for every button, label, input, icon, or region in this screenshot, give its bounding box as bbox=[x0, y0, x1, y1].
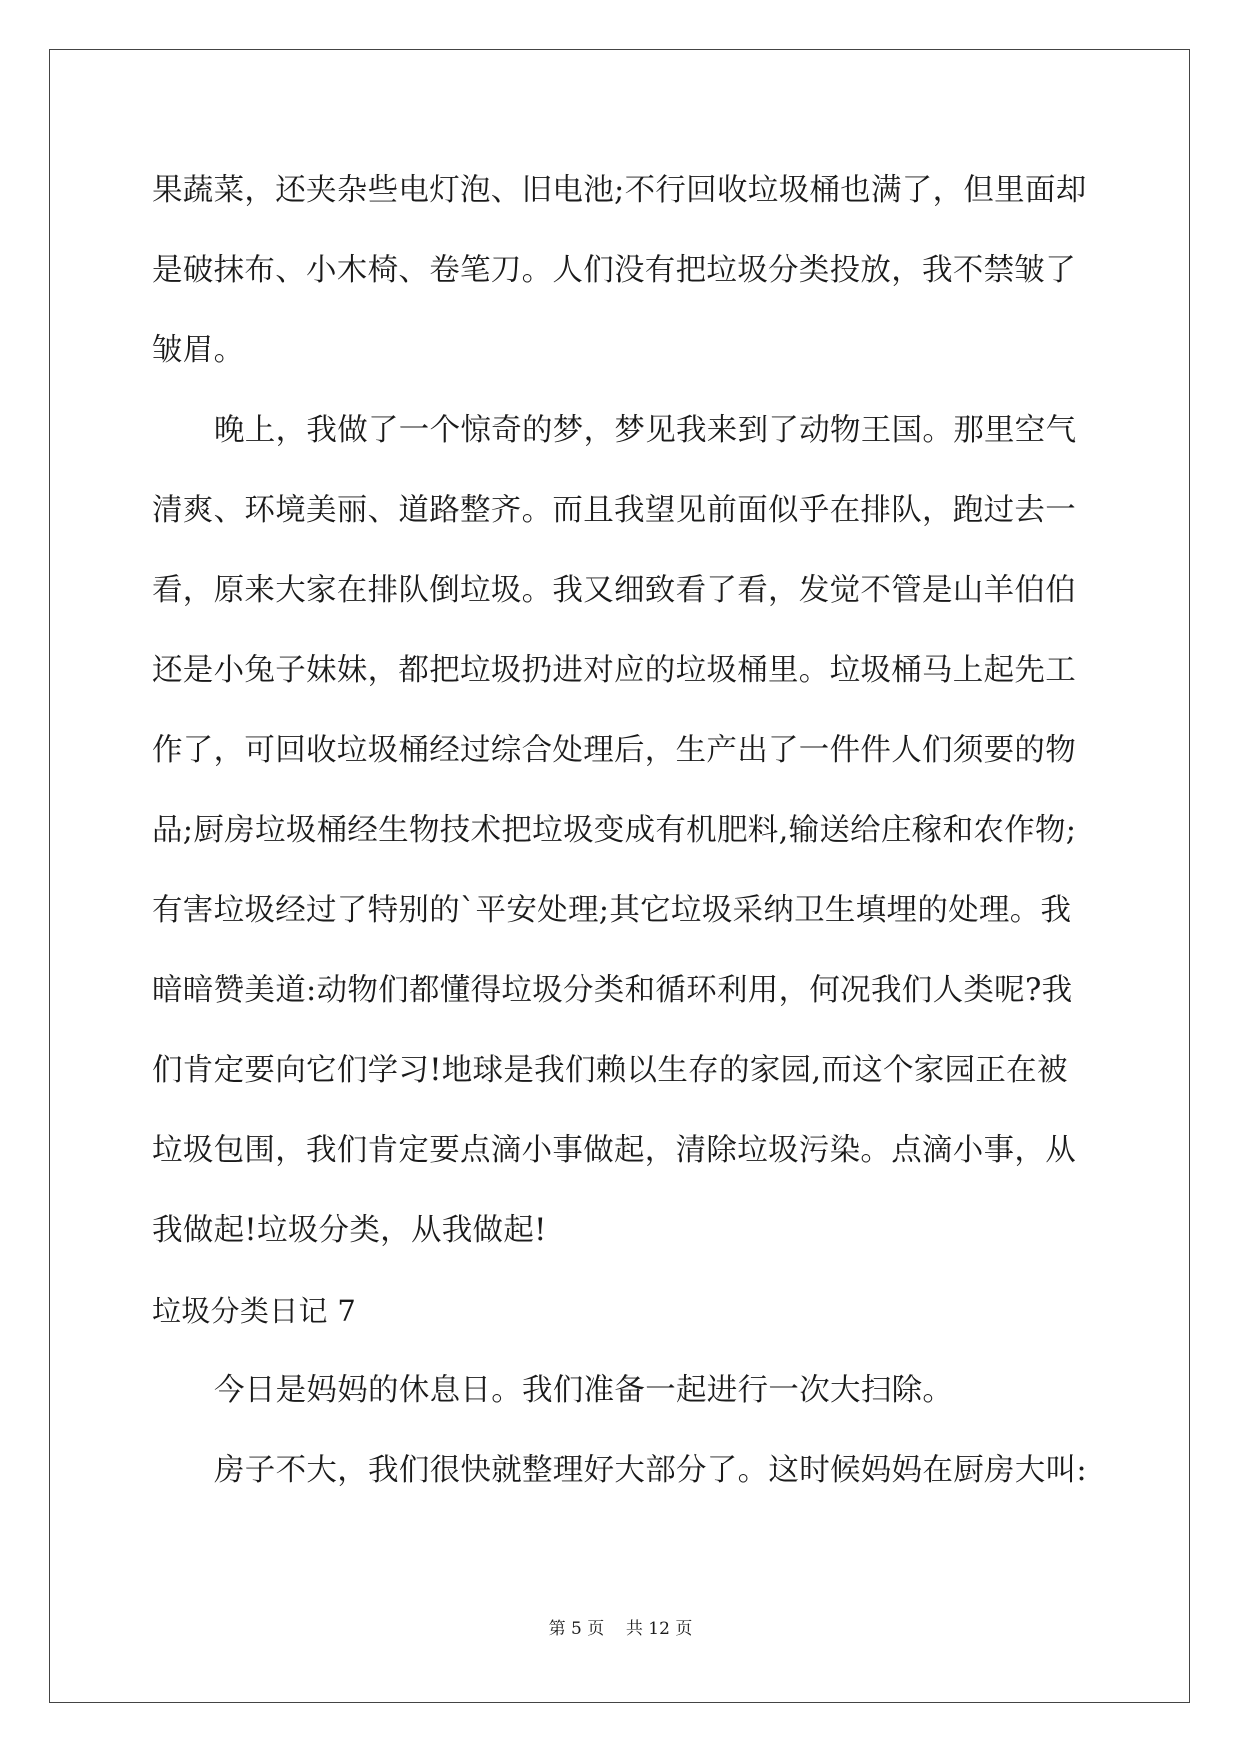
text-line: 看，原来大家在排队倒垃圾。我又细致看了看，发觉不管是山羊伯伯 bbox=[152, 573, 1076, 608]
paragraph-start-line: 晚上，我做了一个惊奇的梦，梦见我来到了动物王国。那里空气 bbox=[214, 413, 1077, 448]
page-number-footer: 第 5 页 共 12 页 bbox=[548, 1619, 693, 1639]
text-line: 我做起!垃圾分类，从我做起! bbox=[152, 1213, 547, 1248]
paragraph-start-line: 今日是妈妈的休息日。我们准备一起进行一次大扫除。 bbox=[214, 1373, 954, 1408]
section-heading: 垃圾分类日记 7 bbox=[152, 1294, 357, 1328]
text-line: 清爽、环境美丽、道路整齐。而且我望见前面似乎在排队，跑过去一 bbox=[152, 493, 1076, 528]
paragraph-start-line: 房子不大，我们很快就整理好大部分了。这时候妈妈在厨房大叫: bbox=[214, 1453, 1087, 1488]
text-line: 果蔬菜，还夹杂些电灯泡、旧电池;不行回收垃圾桶也满了，但里面却 bbox=[152, 173, 1087, 208]
document-body bbox=[152, 160, 1092, 1520]
text-line: 还是小兔子妹妹，都把垃圾扔进对应的垃圾桶里。垃圾桶马上起先工 bbox=[152, 653, 1076, 688]
text-line: 品;厨房垃圾桶经生物技术把垃圾变成有机肥料,输送给庄稼和农作物; bbox=[152, 813, 1077, 848]
text-line: 作了，可回收垃圾桶经过综合处理后，生产出了一件件人们须要的物 bbox=[152, 733, 1076, 768]
text-line: 们肯定要向它们学习!地球是我们赖以生存的家园,而这个家园正在被 bbox=[152, 1053, 1068, 1088]
text-line: 皱眉。 bbox=[152, 333, 245, 368]
text-line: 有害垃圾经过了特别的`平安处理;其它垃圾采纳卫生填埋的处理。我 bbox=[152, 893, 1072, 928]
text-line: 是破抹布、小木椅、卷笔刀。人们没有把垃圾分类投放，我不禁皱了 bbox=[152, 253, 1076, 288]
text-line: 暗暗赞美道:动物们都懂得垃圾分类和循环利用，何况我们人类呢?我 bbox=[152, 973, 1073, 1008]
text-line: 垃圾包围，我们肯定要点滴小事做起，清除垃圾污染。点滴小事，从 bbox=[152, 1133, 1076, 1168]
